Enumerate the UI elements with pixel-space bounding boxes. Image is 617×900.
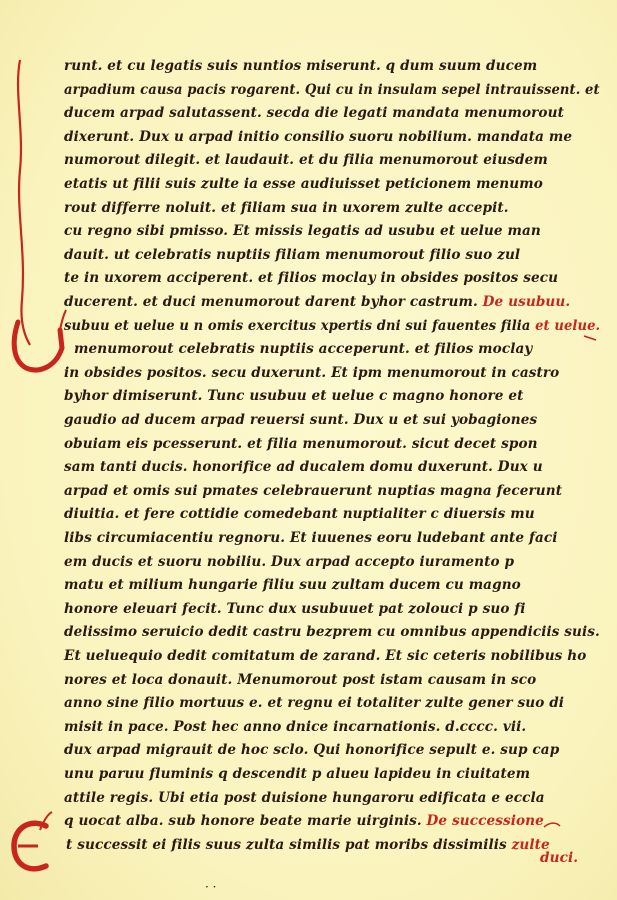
manuscript-line: [64, 296, 570, 310]
manuscript-line: [64, 390, 524, 404]
line-text: matu et milium hungarie filiu suu zultam ducem cu magno: [64, 577, 521, 594]
manuscript-line: [64, 553, 515, 570]
initial-u-shape: [14, 322, 62, 370]
manuscript-line: [64, 482, 563, 499]
manuscript-line: [64, 225, 541, 239]
footer-marks: · ·: [205, 880, 217, 894]
manuscript-line: [64, 60, 537, 74]
line-text: gaudio ad ducem arpad reuersi sunt. Dux u et sui yobagiones: [64, 412, 538, 428]
manuscript-line: [64, 81, 600, 98]
line-text: sam tanti ducis. honorifice ad ducalem domu duxerunt. Dux u: [64, 459, 543, 476]
line-text: libs circumiacentiu regnoru. Et iuuenes eoru ludebant ante faci: [64, 530, 558, 546]
line-text: subuu et uelue u n omis exercitus xpertis dni sui fauentes filia: [64, 317, 536, 334]
manuscript-line: [66, 836, 550, 853]
line-text: cu regno sibi pmisso. Et missis legatis ad usubu et uelue man: [64, 223, 541, 240]
manuscript-line: [64, 272, 558, 286]
manuscript-line: [64, 697, 564, 711]
manuscript-line: [64, 532, 558, 546]
line-text: te in uxorem acciperent. et filios moclay in obsides positos secu: [64, 270, 559, 287]
manuscript-line: [64, 364, 560, 381]
manuscript-line: [64, 178, 543, 192]
manuscript-line: [64, 579, 521, 593]
manuscript-line: [64, 626, 600, 640]
line-text: byhor dimiserunt. Tunc usubuu et uelue c magno honore et: [64, 388, 524, 405]
manuscript-line: [64, 600, 526, 617]
line-text: rout differre noluit. et filiam sua in uxorem zulte accepit.: [64, 199, 509, 216]
rubric-text: zulte: [511, 836, 550, 853]
line-text: em ducis et suoru nobiliu. Dux arpad accepto iuramento p: [64, 553, 515, 570]
line-text: anno sine filio mortuus e. et regnu ei totaliter zulte gener suo di: [64, 695, 565, 712]
line-text: dixerunt. Dux u arpad initio consilio suoru nobilium. mandata me: [64, 128, 573, 145]
rubric-text: De successione: [426, 813, 544, 830]
line-text: honore eleuari fecit. Tunc dux usubuuet pat zolouci p suo fi: [64, 600, 526, 617]
red-flourish-line: [18, 60, 30, 345]
manuscript-line: [64, 199, 509, 216]
line-text: dux arpad migrauit de hoc sclo. Qui honorifice sepult e. sup cap: [64, 742, 560, 759]
manuscript-line: [64, 317, 601, 334]
line-text: obuiam eis pcesserunt. et filia menumorout. sicut decet spon: [64, 435, 538, 452]
manuscript-line: [64, 718, 527, 735]
rubric-text: De usubuu.: [482, 294, 571, 310]
margin-note: duci.: [540, 850, 579, 866]
manuscript-line: [64, 789, 545, 806]
manuscript-line: [64, 744, 559, 758]
manuscript-line: [64, 650, 586, 664]
line-text: Et ueluequio dedit comitatum de zarand. Et sic ceteris nobilibus ho: [64, 648, 587, 664]
line-text: arpad et omis sui pmates celebrauerunt nuptias magna fecerunt: [64, 482, 563, 499]
manuscript-line: [74, 343, 532, 357]
manuscript-line: [64, 768, 530, 782]
line-text: ducerent. et duci menumorout darent byhor castrum.: [64, 294, 483, 310]
manuscript-line: [64, 508, 535, 522]
manuscript-line: [64, 414, 537, 428]
line-text: diuitia. et fere cottidie comedebant nuptialiter c diuersis mu: [64, 506, 535, 523]
manuscript-line: [64, 246, 521, 263]
line-text: nores et loca donauit. Menumorout post istam causam in sco: [64, 671, 537, 688]
line-text: t successit ei filis suus zulta similis pat moribs dissimilis: [66, 836, 512, 853]
line-text: numorout dilegit. et laudauit. et du filia menumorout eiusdem: [64, 152, 548, 169]
line-text: runt. et cu legatis suis nuntios miserunt. q dum suum ducem: [64, 58, 538, 74]
line-text: in obsides positos. secu duxerunt. Et ipm menumorout in castro: [64, 364, 560, 381]
line-text: dauit. ut celebratis nuptiis filiam menumorout filio suo zul: [64, 246, 521, 263]
line-text: arpadium causa pacis rogarent. Qui cu in insulam sepel intrauissent. et: [64, 81, 600, 98]
line-text: unu paruu fluminis q descendit p alueu lapideu in ciuitatem: [64, 766, 531, 782]
manuscript-line: [64, 671, 537, 688]
line-text: attile regis. Ubi etia post duisione hungaroru edificata e eccla: [64, 789, 545, 806]
line-text: misit in pace. Post hec anno dnice incarnationis. d.cccc. vii.: [64, 718, 527, 735]
line-text: ducem arpad salutassent. secda die legati mandata menumorout: [64, 105, 564, 122]
manuscript-line: [64, 128, 573, 145]
line-text: menumorout celebratis nuptiis acceperunt. et filios moclay: [74, 341, 533, 358]
rubric-text: et uelue.: [535, 317, 601, 334]
manuscript-line: [64, 435, 538, 452]
manuscript-line: [64, 461, 543, 475]
manuscript-line: [64, 107, 564, 121]
line-text: etatis ut filii suis zulte ia esse audiuisset peticionem menumo: [64, 176, 543, 192]
manuscript-line: [64, 154, 548, 168]
manuscript-line: [64, 815, 544, 829]
line-text: delissimo seruicio dedit castru bezprem cu omnibus appendiciis suis.: [64, 624, 600, 641]
line-text: q uocat alba. sub honore beate marie uirginis.: [64, 813, 427, 830]
